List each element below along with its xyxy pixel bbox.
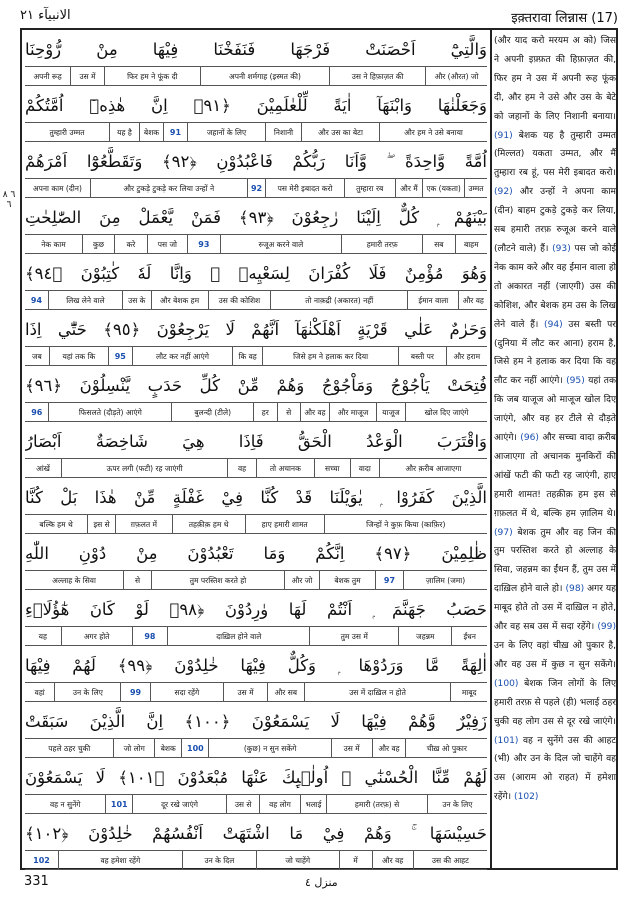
word-meaning-cell: तुम परस्तिश करते हो <box>151 571 284 589</box>
arabic-verse-line: وَاقْتَرَبَ الْوَعْدُ الْحَقُّ فَاِذَا هِيَ شَاخِصَةٌ اَبْصَارُ <box>25 432 487 451</box>
word-meaning-cell: निशानी <box>265 123 301 141</box>
word-meaning-row <box>25 290 487 310</box>
translation-text: वह न सुनेंगे उस की आहट (भी) और उन के दिल जो चाहेंगे वह उस (आराम ओ राहत) में हमेशा रहेंगे। <box>494 735 616 803</box>
word-meaning-cell: उस के <box>122 291 151 309</box>
word-meaning-cell: और वह <box>372 739 406 757</box>
word-meaning-cell: चीख़ ओ पुकार <box>405 739 487 757</box>
word-meaning-cell: वह लोग <box>259 795 299 813</box>
translation-text: उन के लिए वहां चीख़ ओ पुकार है, और वह उस में कुछ न सुन सकेंगे। <box>494 641 616 670</box>
word-meaning-cell: ऊपर लगी (फटी) रह जाएंगी <box>61 459 227 477</box>
word-meaning-cell: उस की आहट <box>413 851 487 869</box>
verse-number: (95) <box>566 376 585 387</box>
word-meaning-cell: 99 <box>120 683 149 701</box>
word-meaning-cell: पहले ठहर चुकी <box>48 743 91 753</box>
word-meaning-cell: उस में <box>70 67 104 85</box>
word-meaning-cell: और क़रीब आजाएगा <box>379 459 487 477</box>
word-meaning-cell: उस में <box>331 739 372 757</box>
word-meaning-cell: हमारी तरफ़ <box>341 235 422 253</box>
word-meaning-cell: हमारी (तरफ़) से <box>326 795 426 813</box>
word-meaning-cell: 97 <box>375 571 403 589</box>
word-meaning-cell: अल्लाह के सिवा <box>52 575 96 585</box>
word-meaning-cell: 100 <box>181 739 208 757</box>
word-meaning-row <box>25 570 487 590</box>
word-meaning-cell: याजूज <box>376 403 405 421</box>
word-meaning-row <box>25 514 487 534</box>
arabic-verse-line: وَالَّتِيْٓ اَحْصَنَتْ فَرْجَهَا فَنَفَخْنَا فِيْهَا مِنْ رُّوْحِنَا <box>25 40 487 59</box>
verse-number: (98) <box>565 584 585 595</box>
verse-number: (94) <box>544 319 563 330</box>
page-header <box>20 8 618 28</box>
verse-number: (93) <box>552 243 571 254</box>
word-meaning-row <box>25 178 487 198</box>
word-meaning-cell: ग़फ़लत में <box>115 515 171 533</box>
word-meaning-row <box>25 122 487 142</box>
page-frame <box>20 28 618 870</box>
word-meaning-cell: जिन्हों ने कुफ़ किया (काफ़िर) <box>324 515 487 533</box>
word-meaning-cell: वह न सुनेंगे <box>49 799 81 809</box>
word-meaning-cell: ईंधन <box>451 627 487 645</box>
word-meaning-cell: जब <box>31 351 42 361</box>
word-meaning-cell: आंखें <box>36 463 50 473</box>
word-meaning-cell: से <box>277 403 300 421</box>
word-meaning-cell: उस ने हिफ़ाज़त की <box>329 67 425 85</box>
arabic-verse-line: وَحَرٰمٌ عَلٰي قَرْيَةٍ اَهْلَكْنٰهَآ اَنَّهُمْ لَا يَرْجِعُوْنَ ﴿٩٥﴾ حَتّٰٓي اِذَا <box>25 320 487 339</box>
word-meaning-cell: अगर होते <box>61 627 132 645</box>
word-meaning-cell: वह हमेशा रहेंगे <box>58 851 182 869</box>
word-meaning-cell: 95 <box>108 347 132 365</box>
arabic-verse-line: حَصَبُ جَهَنَّمَ ۭ اَنْتُمْ لَهَا وٰرِدُوْنَ ﴿٩٨﴾ لَوْ كَانَ هٰٓؤُلَاۗءِ <box>25 600 487 619</box>
arabic-verse-line: وَهُوَ مُؤْمِنٌ فَلَا كُفْرَانَ لِسَعْيِهٖ ۚ وَاِنَّا لَهٗ كٰتِبُوْنَ ﴿٩٤﴾ <box>25 264 487 283</box>
word-meaning-cell: तहक़ीक़ हम थे <box>172 515 245 533</box>
verse-number: (97) <box>494 527 513 538</box>
word-meaning-cell: जिसे हम ने हलाक कर दिया <box>262 347 398 365</box>
word-meaning-cell: और बेशक हम <box>151 291 208 309</box>
word-meaning-cell: उन के लिए <box>54 683 120 701</box>
word-meaning-cell: करे <box>114 235 146 253</box>
word-meaning-cell: लिख लेने वाले <box>48 291 122 309</box>
word-meaning-cell: हर <box>253 403 276 421</box>
word-meaning-cell: और हराम <box>446 347 487 365</box>
word-meaning-cell: जो चाहेंगे <box>256 851 339 869</box>
word-meaning-cell: और उस का बेटा <box>301 123 379 141</box>
word-meaning-cell: यह है <box>109 123 139 141</box>
word-meaning-cell: उन के लिए <box>427 795 487 813</box>
arabic-verse-line: اٰلِهَةً مَّا وَرَدُوْهَا ۭ وَكُلٌّ فِيْهَا خٰلِدُوْنَ ﴿٩٩﴾ لَهُمْ فِيْهَا <box>25 656 487 675</box>
word-meaning-cell: अपनी शर्मगाह (इस्मत की) <box>200 67 330 85</box>
column-divider <box>490 30 492 868</box>
word-meaning-cell: फिर हम ने फूंक दी <box>104 67 200 85</box>
word-meaning-row <box>25 850 487 870</box>
word-meaning-cell: 94 <box>30 295 43 305</box>
word-meaning-cell: खोल दिए जाएंगे <box>405 403 487 421</box>
translation-text: और सच्चा वादा क़रीब आजाएगा तो अचानक मुनकिरों की आंखें फटी की फटी रह जाएंगी, हाए हमारी शामत! तहक़ीक़ हम इस से ग़फ़लत में थे, बल्कि हम ज़ालिम थे। <box>494 433 616 519</box>
word-meaning-cell: और सब <box>267 683 304 701</box>
word-meaning-cell: लौट कर नहीं आएंगे <box>132 347 233 365</box>
verse-number: (101) <box>494 735 519 746</box>
word-meaning-row <box>25 626 487 646</box>
word-meaning-cell: उम्मत <box>464 179 487 197</box>
verse-number: (99) <box>597 622 616 633</box>
word-meaning-cell: कि वह <box>232 347 262 365</box>
arabic-word-by-word-column <box>22 30 490 868</box>
word-meaning-cell: और (औरत) जो <box>425 67 487 85</box>
word-meaning-cell: में <box>339 851 372 869</box>
verse-number: (100) <box>494 678 519 689</box>
word-meaning-cell: इस से <box>87 515 115 533</box>
verse-number: (96) <box>520 433 539 444</box>
translation-column <box>494 32 616 807</box>
word-meaning-cell: 98 <box>132 627 168 645</box>
word-meaning-cell: और जो <box>284 571 319 589</box>
word-meaning-cell: उस में दाख़िल न होते <box>304 683 451 701</box>
word-meaning-cell: अपना काम (दीन) <box>32 183 82 193</box>
word-meaning-cell: कुछ <box>82 235 114 253</box>
word-meaning-cell: 92 <box>247 179 265 197</box>
word-meaning-cell: और वह <box>372 851 413 869</box>
word-meaning-cell: बुलन्दी (टीले) <box>171 403 253 421</box>
word-meaning-cell: उस से <box>226 795 259 813</box>
word-meaning-cell: तुम्हारी उम्मत <box>49 127 85 137</box>
word-meaning-cell: बेशक <box>154 739 181 757</box>
word-meaning-cell: और वह <box>458 291 487 309</box>
word-meaning-cell: पस मेरी इबादत करो <box>265 179 344 197</box>
word-meaning-cell: वह <box>227 459 256 477</box>
word-meaning-cell: सदा रहेंगे <box>150 683 223 701</box>
translation-text: बेशक तुम और वह जिन की तुम परस्तिश करते हो अल्लाह के सिवा, जहन्नम का ईंधन हैं, तुम उस में दाख़िल होने वाले हो। <box>494 527 616 595</box>
word-meaning-cell: भलाई <box>300 795 327 813</box>
word-meaning-cell: तुम्हारा रब <box>344 179 395 197</box>
translation-text: अगर यह माबूद होते तो उस में दाख़िल न होते, और वह सब उस में सदा रहेंगे। <box>494 584 616 633</box>
word-meaning-cell: जहन्नम <box>398 627 451 645</box>
word-meaning-cell: ईमान वाला <box>407 291 458 309</box>
word-meaning-cell: उस की कोशिश <box>208 291 271 309</box>
word-meaning-cell: और हम ने उसे बनाया <box>379 123 487 141</box>
word-meaning-cell: और मैं <box>395 179 423 197</box>
ruku-marker: ٦ ٨ ٦ <box>2 190 16 210</box>
verse-number: (102) <box>514 792 539 803</box>
arabic-verse-line: اُمَّةً وَّاحِدَةً ۖ وَّاَنَا رَبُّكُمْ فَاعْبُدُوْنِ ﴿٩٢﴾ وَتَقَطَّعُوْٓا اَمْرَهُمْ <box>25 152 487 171</box>
word-meaning-cell: यहां तक कि <box>49 347 108 365</box>
word-meaning-cell: बल्कि हम थे <box>39 519 73 529</box>
word-meaning-cell: सच्चा <box>314 459 350 477</box>
arabic-verse-line: زَفِيْرٌ وَّهُمْ فِيْهَا لَا يَسْمَعُوْنَ ﴿١٠٠﴾ اِنَّ الَّذِيْنَ سَبَقَتْ <box>25 712 487 731</box>
word-meaning-cell: उन के दिल <box>182 851 256 869</box>
word-meaning-row <box>25 346 487 366</box>
word-meaning-cell: (कुछ) न सुन सकेंगे <box>208 739 330 757</box>
word-meaning-cell: बस्ती पर <box>398 347 445 365</box>
word-meaning-cell: तो अचानक <box>256 459 314 477</box>
arabic-verse-line: وَجَعَلْنٰهَا وَابْنَهَآ اٰيَةً لِّلْعٰلَمِيْنَ ﴿٩١﴾ اِنَّ هٰذِهٖٓ اُمَّتُكُمْ <box>25 96 487 115</box>
verse-number: (91) <box>494 130 513 141</box>
word-meaning-cell: जो लोग <box>113 739 154 757</box>
page-footer <box>20 874 618 894</box>
translation-text: यहां तक कि जब याजूज ओ माजूज खोल दिए जाएंगे, और वह हर टीले से दौड़ते आएंगे। <box>494 376 616 444</box>
verse-number: (92) <box>494 187 513 198</box>
word-meaning-cell: तुम उस में <box>309 627 398 645</box>
word-meaning-cell: और माजूज <box>329 403 376 421</box>
manzil-label: منزل ٤ <box>305 876 338 889</box>
word-meaning-cell: 96 <box>31 407 43 417</box>
arabic-verse-line: لَهُمْ مِّنَّا الْحُسْنٰٓي ۙ اُولٰۗىِٕكَ عَنْهَا مُبْعَدُوْنَ ﴿١٠١﴾ لَا يَسْمَعُوْنَ <box>25 768 487 787</box>
page-number: 331 <box>24 874 49 889</box>
word-meaning-cell: फिसलते (दौड़ते) आएंगे <box>48 403 171 421</box>
word-meaning-row <box>25 234 487 254</box>
word-meaning-cell: नेक काम <box>41 239 66 249</box>
word-meaning-cell: दाख़िल होने वाले <box>167 627 309 645</box>
surah-name: الانبيآء ٢١ <box>20 8 71 23</box>
word-meaning-cell: बाहम <box>455 235 487 253</box>
arabic-verse-line: فُتِحَتْ يَاْجُوْجُ وَمَاْجُوْجُ وَهُمْ مِّنْ كُلِّ حَدَبٍ يَّنْسِلُوْنَ ﴿٩٦﴾ <box>25 376 487 395</box>
word-meaning-cell: उस में <box>223 683 267 701</box>
word-meaning-cell: सब <box>422 235 454 253</box>
word-meaning-cell: से <box>123 571 151 589</box>
word-meaning-cell: बेशक तुम <box>319 571 375 589</box>
word-meaning-cell: और टुकड़े टुकड़े कर लिया उन्हों ने <box>90 179 247 197</box>
word-meaning-cell: 91 <box>163 123 187 141</box>
word-meaning-cell: माबूद <box>450 683 487 701</box>
word-meaning-cell: 93 <box>187 235 219 253</box>
word-meaning-row <box>25 458 487 478</box>
word-meaning-row <box>25 402 487 422</box>
word-meaning-cell: वादा <box>350 459 379 477</box>
word-meaning-cell: और वह <box>300 403 329 421</box>
word-meaning-row <box>25 738 487 758</box>
translation-text: और उन्हों ने अपना काम (दीन) बाहम टुकड़े टुकड़े कर लिया, सब हमारी तरफ़ रुजूअ करने वाले (लौटने वाले) हैं। <box>494 187 616 254</box>
para-title: इक़्तरावा लिन्नास (17) <box>511 11 618 26</box>
arabic-verse-line: حَسِيْسَهَا ۚ وَهُمْ فِيْ مَا اشْتَهَتْ اَنْفُسُهُمْ خٰلِدُوْنَ ﴿١٠٢﴾ <box>25 824 487 843</box>
word-meaning-cell: एक (यकता) <box>422 179 464 197</box>
word-meaning-cell: हाए हमारी शामत <box>245 515 324 533</box>
arabic-verse-line: بَيْنَهُمْ ۭ كُلٌّ اِلَيْنَا رٰجِعُوْنَ ﴿٩٣﴾ فَمَنْ يَّعْمَلْ مِنَ الصّٰلِحٰتِ <box>25 208 487 227</box>
word-meaning-cell: 102 <box>33 855 50 865</box>
word-meaning-cell: यह <box>38 631 47 641</box>
translation-text: (और याद करो मरयम अ को) जिस ने अपनी इफ़्फ़त की हिफ़ाज़त की, फिर हम ने उस में अपनी रूह फूंक दी, और हम ने उसे और उस के बेटे को जहानों के लिए निशानी बनाया। <box>494 36 616 122</box>
word-meaning-cell: ज़ालिम (जमा) <box>403 571 487 589</box>
word-meaning-cell: रुजूअ करने वाले <box>220 235 342 253</box>
translation-text: पस जो कोई नेक काम करे और वह ईमान वाला हो तो अकारत नहीं (जाएगी) उस की कोशिश, और बेशक हम उस के लिख लेने वाले हैं। <box>494 243 616 330</box>
word-meaning-cell: तो नाक़द्री (अकारत) नहीं <box>270 291 407 309</box>
word-meaning-cell: अपनी रूह <box>33 71 62 81</box>
word-meaning-cell: बेशक <box>139 123 163 141</box>
arabic-verse-line: ظٰلِمِيْنَ ﴿٩٧﴾ اِنَّكُمْ وَمَا تَعْبُدُوْنَ مِنْ دُوْنِ اللّٰهِ <box>25 544 487 563</box>
word-meaning-row <box>25 682 487 702</box>
word-meaning-row <box>25 794 487 814</box>
word-meaning-cell: वहां <box>34 687 45 697</box>
word-meaning-cell: दूर रखे जाएंगे <box>132 795 226 813</box>
word-meaning-row <box>25 66 487 86</box>
arabic-verse-line: الَّذِيْنَ كَفَرُوْا ۭ يٰوَيْلَنَا قَدْ كُنَّا فِيْ غَفْلَةٍ مِّنْ هٰذَا بَلْ كُنَّا <box>25 488 487 507</box>
translation-text: बेशक यह है तुम्हारी उम्मत (मिल्लत) यकता उम्मत, और मैं तुम्हारा रब हूं, पस मेरी इबादत करो। <box>494 130 616 179</box>
translation-text: उस बस्ती पर (दुनिया में लौट कर आना) हराम है, जिसे हम ने हलाक कर दिया कि वह लौट कर नहीं आएंगे। <box>494 319 616 387</box>
word-meaning-cell: 101 <box>105 795 132 813</box>
translation-text: बेशक जिन लोगों के लिए हमारी तरफ़ से पहले (ही) भलाई ठहर चुकी वह लोग उस से दूर रखे जाएंगे। <box>494 678 616 727</box>
word-meaning-cell: जहानों के लिए <box>187 123 265 141</box>
word-meaning-cell: पस जो <box>147 235 188 253</box>
